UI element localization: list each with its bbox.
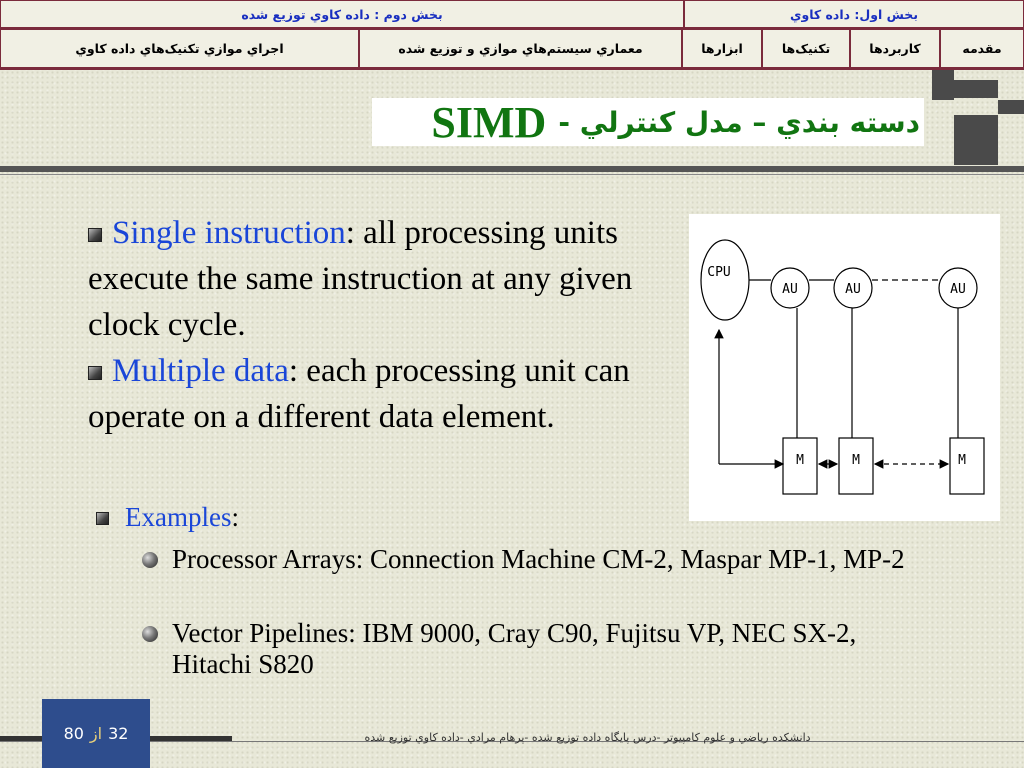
example-item xyxy=(142,618,942,680)
slide-title-persian: دسته بندي – مدل کنترلي - xyxy=(558,105,920,139)
page-number-box xyxy=(42,699,150,768)
nav-item-parallel-execution[interactable] xyxy=(0,29,359,70)
decor-square xyxy=(998,100,1024,114)
nav-item-architecture[interactable] xyxy=(359,29,682,70)
page-current: 32 xyxy=(108,724,129,743)
nav-item-applications[interactable] xyxy=(850,29,940,70)
desc-multiple-data: : each processing unit can operate on a different data element. xyxy=(88,353,630,435)
example-item xyxy=(142,544,942,575)
desc-single-instruction: : all processing units execute the same instruction at any given clock cycle. xyxy=(88,215,633,343)
term-multiple-data: Multiple data xyxy=(112,353,289,389)
au-label: AU xyxy=(782,282,798,297)
decor-square xyxy=(954,80,998,98)
example-processor-arrays: Processor Arrays: Connection Machine CM-2, Maspar MP-1, MP-2 xyxy=(172,544,905,574)
au-label: AU xyxy=(950,282,966,297)
m-label: M xyxy=(958,453,966,468)
nav-item-architecture-label: معماري سيستم‌هاي موازي و توزيع شده xyxy=(398,41,643,56)
example-vector-pipelines: Vector Pipelines: IBM 9000, Cray C90, Fujitsu VP, NEC SX-2, Hitachi S820 xyxy=(172,618,857,679)
examples-heading xyxy=(96,502,239,533)
square-bullet-icon xyxy=(96,512,109,525)
m-label: M xyxy=(796,453,804,468)
nav-item-tools-label: ابزارها xyxy=(701,41,743,56)
nav-row-topics xyxy=(0,29,1024,70)
page-of: از xyxy=(89,724,103,743)
nav-item-intro-label: مقدمه xyxy=(962,41,1002,56)
slide-title-english: SIMD xyxy=(431,97,547,147)
nav-item-techniques-label: تکنيک‌ها xyxy=(781,41,831,56)
title-divider xyxy=(0,166,1024,172)
nav-section-part2[interactable] xyxy=(0,0,684,29)
examples-label: Examples xyxy=(125,502,232,532)
cpu-label: CPU xyxy=(707,265,731,280)
nav-item-applications-label: کاربردها xyxy=(869,41,921,56)
nav-section-part1-label: بخش اول: داده کاوي xyxy=(790,6,919,22)
memory-node xyxy=(950,438,984,494)
nav-section-part1[interactable] xyxy=(684,0,1024,29)
decor-square xyxy=(932,70,954,100)
title-divider-thin xyxy=(0,174,1024,175)
simd-diagram xyxy=(689,214,1000,521)
square-bullet-icon xyxy=(88,228,102,242)
m-label: M xyxy=(852,453,860,468)
nav-item-intro[interactable] xyxy=(940,29,1024,70)
slide-title xyxy=(431,97,920,147)
round-bullet-icon xyxy=(142,626,158,642)
nav-item-parallel-execution-label: اجراي موازي تکنيک‌هاي داده کاوي xyxy=(75,41,284,56)
round-bullet-icon xyxy=(142,552,158,568)
square-bullet-icon xyxy=(88,366,102,380)
term-single-instruction: Single instruction xyxy=(112,215,346,251)
nav-item-tools[interactable] xyxy=(682,29,762,70)
bullet-single-instruction xyxy=(88,210,708,348)
decor-square xyxy=(954,115,998,165)
nav-row-sections xyxy=(0,0,1024,29)
au-label: AU xyxy=(845,282,861,297)
nav-item-techniques[interactable] xyxy=(762,29,850,70)
examples-colon: : xyxy=(231,502,239,532)
cpu-node xyxy=(701,240,749,320)
simd-diagram-svg xyxy=(689,214,1000,521)
slide-body xyxy=(88,210,708,440)
bullet-multiple-data xyxy=(88,348,708,440)
nav-section-part2-label: بخش دوم : داده کاوي توزيع شده xyxy=(241,6,443,22)
page-total: 80 xyxy=(63,724,84,743)
footer-credit: دانشکده رياضي و علوم کامپيوتر -درس پايگاه داده توزيع شده -پرهام مرادي -داده کاوي توزيع شده xyxy=(364,731,811,744)
